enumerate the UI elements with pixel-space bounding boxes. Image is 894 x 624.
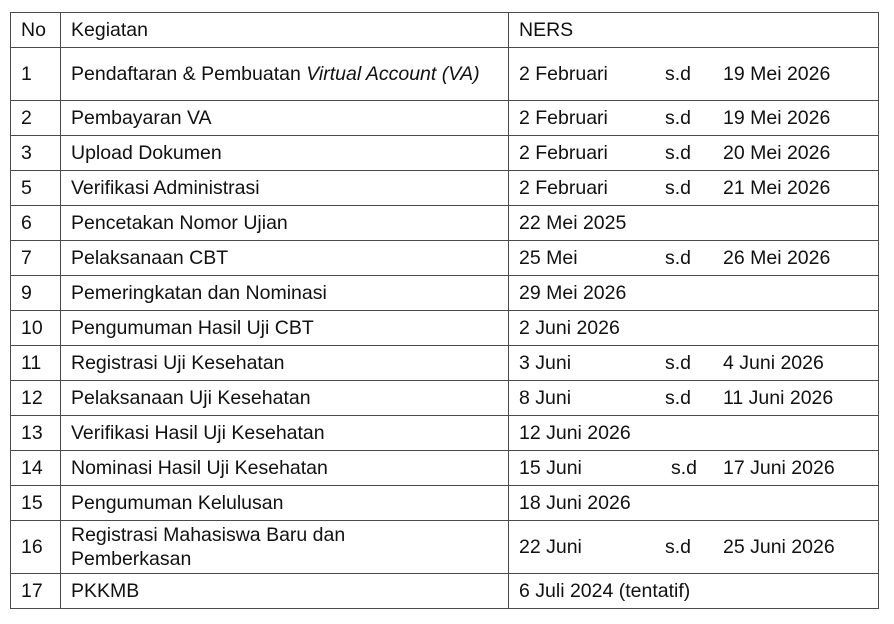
date-end: 19 Mei 2026 <box>723 63 831 85</box>
table-row <box>11 136 879 171</box>
row-date: 18 Juni 2026 <box>509 486 879 521</box>
row-activity: Pembayaran VA <box>61 101 509 136</box>
activity-text: Pendaftaran & Pembuatan <box>71 63 307 85</box>
row-activity: Pengumuman Hasil Uji CBT <box>61 311 509 346</box>
date-end: 26 Mei 2026 <box>723 247 831 269</box>
date-end: 4 Juni 2026 <box>723 352 824 374</box>
date-start: 2 Februari <box>519 177 608 199</box>
table-row <box>11 451 879 486</box>
row-activity: Nominasi Hasil Uji Kesehatan <box>61 451 509 486</box>
row-activity: Verifikasi Administrasi <box>61 171 509 206</box>
row-date: 22 Mei 2025 <box>509 206 879 241</box>
row-date <box>509 241 879 276</box>
row-no: 15 <box>11 486 61 521</box>
row-no: 6 <box>11 206 61 241</box>
table-row <box>11 48 879 101</box>
row-date <box>509 171 879 206</box>
row-date: 2 Juni 2026 <box>509 311 879 346</box>
date-separator: s.d <box>665 107 692 129</box>
row-date: 12 Juni 2026 <box>509 416 879 451</box>
row-date <box>509 346 879 381</box>
row-no: 16 <box>11 521 61 574</box>
row-no: 7 <box>11 241 61 276</box>
row-activity: Pengumuman Kelulusan <box>61 486 509 521</box>
row-activity: Pencetakan Nomor Ujian <box>61 206 509 241</box>
row-no: 14 <box>11 451 61 486</box>
date-separator: s.d <box>665 177 692 199</box>
row-no: 1 <box>11 48 61 101</box>
row-no: 17 <box>11 574 61 609</box>
date-separator: s.d <box>665 142 692 164</box>
table-row <box>11 101 879 136</box>
row-date <box>509 451 879 486</box>
row-no: 11 <box>11 346 61 381</box>
table-row <box>11 521 879 574</box>
date-end: 19 Mei 2026 <box>723 107 831 129</box>
row-date <box>509 521 879 574</box>
date-start: 8 Juni <box>519 387 572 409</box>
date-separator: s.d <box>665 247 692 269</box>
table-row <box>11 381 879 416</box>
table-row <box>11 171 879 206</box>
date-end: 11 Juni 2026 <box>723 387 834 409</box>
date-start: 25 Mei <box>519 247 578 269</box>
row-no: 9 <box>11 276 61 311</box>
date-start: 2 Februari <box>519 107 608 129</box>
row-activity: Pemeringkatan dan Nominasi <box>61 276 509 311</box>
table-row <box>11 276 879 311</box>
date-start: 22 Juni <box>519 536 582 558</box>
row-no: 2 <box>11 101 61 136</box>
row-no: 13 <box>11 416 61 451</box>
date-end: 25 Juni 2026 <box>723 536 835 558</box>
row-date <box>509 381 879 416</box>
row-activity: PKKMB <box>61 574 509 609</box>
header-program: NERS <box>509 13 879 48</box>
row-no: 10 <box>11 311 61 346</box>
date-separator: s.d <box>665 536 692 558</box>
date-end: 21 Mei 2026 <box>723 177 831 199</box>
row-activity: Pelaksanaan Uji Kesehatan <box>61 381 509 416</box>
header-activity: Kegiatan <box>61 13 509 48</box>
date-end: 20 Mei 2026 <box>723 142 831 164</box>
date-separator: s.d <box>665 352 692 374</box>
activity-italic-text: Virtual Account (VA) <box>306 63 480 85</box>
date-start: 2 Februari <box>519 63 608 85</box>
row-activity: Pelaksanaan CBT <box>61 241 509 276</box>
row-date <box>509 136 879 171</box>
row-activity: Upload Dokumen <box>61 136 509 171</box>
date-start: 2 Februari <box>519 142 608 164</box>
row-date: 6 Juli 2024 (tentatif) <box>509 574 879 609</box>
row-date <box>509 101 879 136</box>
row-no: 5 <box>11 171 61 206</box>
date-end: 17 Juni 2026 <box>723 457 835 479</box>
schedule-table <box>10 12 879 609</box>
header-no: No <box>11 13 61 48</box>
date-separator: s.d <box>665 387 692 409</box>
row-date <box>509 48 879 101</box>
date-separator: s.d <box>665 63 692 85</box>
row-activity: Registrasi Uji Kesehatan <box>61 346 509 381</box>
row-activity: Registrasi Mahasiswa Baru dan Pemberkasan <box>61 521 509 574</box>
date-separator: s.d <box>671 457 698 479</box>
table-header-row <box>11 13 879 48</box>
table-row <box>11 486 879 521</box>
table-row <box>11 206 879 241</box>
row-no: 12 <box>11 381 61 416</box>
row-activity: Verifikasi Hasil Uji Kesehatan <box>61 416 509 451</box>
table-row <box>11 311 879 346</box>
table-row <box>11 241 879 276</box>
row-date: 29 Mei 2026 <box>509 276 879 311</box>
date-start: 3 Juni <box>519 352 572 374</box>
row-no: 3 <box>11 136 61 171</box>
row-activity <box>61 48 509 101</box>
table-row <box>11 574 879 609</box>
date-start: 15 Juni <box>519 457 582 479</box>
table-row <box>11 416 879 451</box>
table-row <box>11 346 879 381</box>
